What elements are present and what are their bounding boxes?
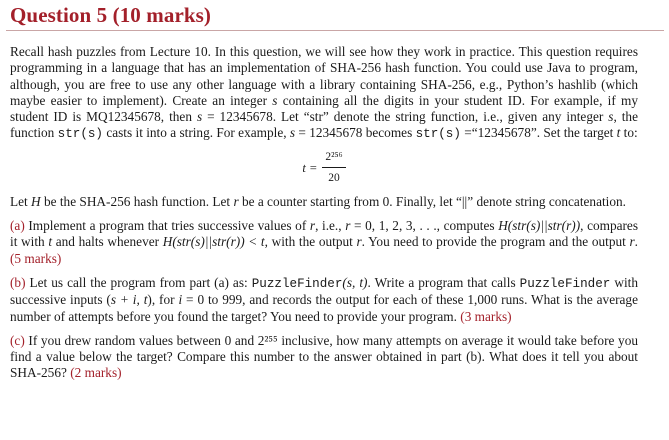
part-b-text: Let us call the program from part (a) as: [25,274,252,290]
def-text: be the SHA-256 hash function. Let [40,193,234,209]
var-t: t [48,234,53,250]
intro-paragraph [10,44,638,143]
intro-text: casts it into a string. For example, [103,125,290,141]
var-s: s [196,109,203,125]
part-b-text: with successive inputs ( [10,274,638,308]
part-c-marks: (2 marks) [70,365,122,381]
part-b-text: ), for [147,292,179,308]
var-r: r [356,234,362,250]
part-b [10,275,638,325]
intro-text: Recall hash puzzles from Lecture 10. In this question, we will see how they work in practice. This question requires programming in a language that has an implementation of SHA-256 hash function. You could use Java to program, although, you are free to use any other language with a library containing SHA-256, e.g., Python’s hashlib (which maybe easier to implement). Create an integer [10,44,638,108]
part-a-text: . You need to provide the program and the output [361,234,630,250]
var-s: s [289,125,296,141]
def-text: be a counter starting from 0. Finally, let “||” denote string concatenation. [238,193,626,209]
hash-expression: H(str(s)||str(r)) [498,218,581,234]
title-divider [6,30,664,31]
part-a-text: , with the output [264,234,357,250]
intro-text: =“12345678”. Set the target [460,125,617,141]
equation-denominator: 20 [328,171,340,184]
part-a-label: (a) [10,218,25,234]
part-b-marks: (3 marks) [460,308,512,324]
intro-text: = 12345678 becomes [295,125,416,141]
halt-condition: H(str(s)||str(r)) < t [162,234,265,250]
var-t: t [616,125,621,141]
equation-fraction [322,149,345,186]
equation-numerator: 2²⁵⁶ [322,149,345,167]
var-r: r [629,234,635,250]
var-r: r [309,218,316,234]
target-equation [10,146,638,190]
part-b-text: = 0 to 999, and records the output for each of these 1,000 runs. What is the average number of attempts before you found the target? You need to provide your program. [10,292,638,324]
question-body [10,44,638,382]
intro-text: = 12345678. Let “str” denote the string function, i.e., given any integer [202,109,609,125]
question-title: Question 5 (10 marks) [10,3,212,27]
def-text: Let [10,193,32,209]
intro-text: , the function [10,109,638,141]
str-function: str(s) [57,127,103,142]
part-b-text: . Write a program that calls [367,274,520,290]
hash-definition [10,194,638,210]
part-c-text: inclusive, how many attempts on average it would take before you find a value below the target? Compare this number to the answer obtained in part (b). What does it tell you about SHA-256? [10,332,638,381]
part-c-label: (c) [10,332,25,348]
equation-lhs: t = [302,160,318,175]
part-a-text: Implement a program that tries successive values of [24,218,310,234]
part-c-text: If you drew random values between 0 and [24,332,258,348]
intro-text: to: [620,125,638,141]
part-a-text: . [634,234,638,250]
puzzlefinder-fn: PuzzleFinder [251,276,343,291]
str-function: str(s) [415,127,461,142]
part-a-text: = 0, 1, 2, 3, . . ., computes [350,218,499,234]
var-s: s [608,109,614,125]
part-a-marks: (5 marks) [10,250,62,266]
part-c [10,333,638,382]
part-a-text: and halts whenever [52,234,163,250]
part-b-label: (b) [10,274,26,290]
part-a-text: , i.e., [315,218,346,234]
var-s: s [272,92,278,108]
var-i: i [178,292,183,308]
power-2-255: 2²⁵⁵ [257,332,278,348]
puzzlefinder-inputs: s + i, t [110,292,148,308]
var-r: r [233,193,239,209]
puzzlefinder-args: (s, t) [342,274,368,290]
intro-text: containing all the digits in your student ID. For example, if my student ID is MQ12345678, then [10,92,638,125]
puzzlefinder-fn: PuzzleFinder [519,276,611,291]
part-a [10,218,638,267]
var-H: H [31,193,41,209]
part-a-text: , compares it with [10,218,639,250]
var-r: r [345,218,351,234]
